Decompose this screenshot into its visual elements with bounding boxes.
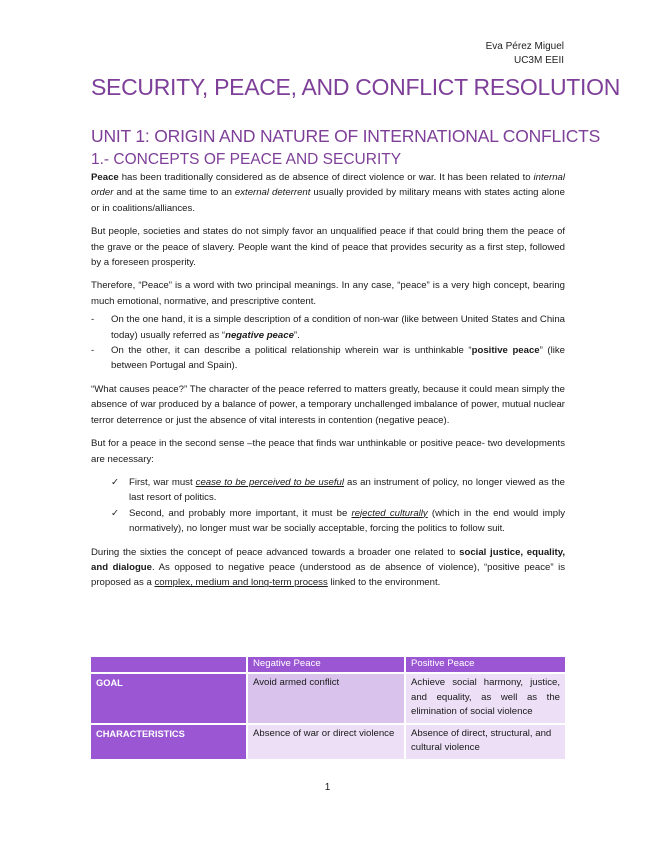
cell-negative-characteristics: Absence of war or direct violence xyxy=(247,724,405,759)
text-run: First, war must xyxy=(129,476,196,488)
row-label-goal: GOAL xyxy=(91,673,247,724)
dash-marker: - xyxy=(91,345,95,357)
italic-external-deterrent: external deterrent xyxy=(234,187,311,199)
table-row xyxy=(91,724,565,759)
term-negative-peace: negative peace xyxy=(225,329,294,341)
text-run: as an instrument of policy, no longer viewed as the last resort of politics. xyxy=(129,476,565,504)
text-run: On the one hand, it is a simple description of a condition of non-war (like between United States and China today) usually referred as “ xyxy=(111,314,565,341)
bold-social-justice: social justice, equality, and dialogue xyxy=(91,546,565,573)
underlined-phrase: rejected culturally xyxy=(351,507,428,519)
text-run: linked to the environment. xyxy=(327,577,441,589)
section-heading: 1.- CONCEPTS OF PEACE AND SECURITY xyxy=(91,151,402,168)
list-item-text xyxy=(129,475,565,506)
list-item-war-usefulness xyxy=(111,475,565,506)
italic-internal-order: internal order xyxy=(91,172,565,199)
author-name: Eva Pérez Miguel xyxy=(485,41,564,52)
list-item-cultural-rejection xyxy=(111,506,565,537)
document-title: SECURITY, PEACE, AND CONFLICT RESOLUTION xyxy=(91,74,621,100)
page-header xyxy=(486,40,564,68)
underlined-phrase: cease to be perceived to be useful xyxy=(195,476,344,488)
text-run: usually provided by military means with states acting alone or in coalitions/alliances. xyxy=(91,187,565,214)
checkmark-icon: ✓ xyxy=(111,507,120,519)
paragraph-peace-definition xyxy=(91,170,565,216)
list-item-text xyxy=(111,343,565,374)
row-label-characteristics: CHARACTERISTICS xyxy=(91,724,247,759)
unit-heading: UNIT 1: ORIGIN AND NATURE OF INTERNATIONAL CONFLICTS xyxy=(91,126,601,146)
peace-comparison-table xyxy=(91,657,565,759)
list-item-text xyxy=(129,506,565,537)
text-run: Second, and probably more important, it must be xyxy=(129,507,352,519)
text-run: During the sixties the concept of peace advanced towards a broader one related to xyxy=(91,546,460,558)
table-header-row xyxy=(91,657,565,673)
paragraph-sixties-concept xyxy=(91,545,565,591)
table-row xyxy=(91,673,565,724)
page-number: 1 xyxy=(324,782,331,793)
cell-negative-goal: Avoid armed conflict xyxy=(247,673,405,724)
institution-name: UC3M EEII xyxy=(513,55,564,66)
text-run: ”. xyxy=(293,329,300,341)
header-cell-empty xyxy=(91,657,247,673)
paragraph-two-developments: But for a peace in the second sense –the peace that finds war unthinkable or positive peace- two developments are necessary: xyxy=(91,438,565,465)
paragraph-two-meanings: Therefore, “Peace” is a word with two principal meanings. In any case, “peace” is a very high concept, bearing much emotional, normative, and prescriptive content. xyxy=(91,280,565,307)
text-run: has been traditionally considered as de absence of direct violence or war. It has been related to xyxy=(118,172,534,183)
underlined-process: complex, medium and long-term process xyxy=(154,577,328,589)
text-run: and at the same time to an xyxy=(113,187,235,199)
cell-positive-characteristics: Absence of direct, structural, and cultural violence xyxy=(405,724,565,759)
list-item-negative-peace xyxy=(91,312,565,343)
text-run: . As opposed to negative peace (understood as de absence of violence), “positive peace” is proposed as a xyxy=(91,561,565,589)
header-positive-peace: Positive Peace xyxy=(405,657,565,673)
term-positive-peace: positive peace xyxy=(471,345,540,357)
dash-marker: - xyxy=(91,314,95,326)
body-text xyxy=(91,170,565,599)
cell-positive-goal: Achieve social harmony, justice, and equality, as well as the elimination of social violence xyxy=(405,673,565,724)
header-negative-peace: Negative Peace xyxy=(247,657,405,673)
text-run: (which in the end would imply normatively), no longer must war be socially acceptable, forcing the politics to follow suit. xyxy=(129,507,565,535)
bold-term-peace: Peace xyxy=(91,172,119,183)
paragraph-causes-of-peace: “What causes peace?” The character of the peace referred to matters greatly, because it could mean simply the absence of war produced by a balance of power, a temporary unchallenged imbalance of power, mutual nuclear terror deterrence or just the absence of vital interests in contention (negative peace). xyxy=(91,383,565,426)
text-run: ” (like between Portugal and Spain). xyxy=(111,345,566,372)
paragraph-peace-security: But people, societies and states do not simply favor an unqualified peace if that could bring them the peace of the grave or the peace of slavery. People want the kind of peace that provides security as a first step, followed by a foreseen prosperity. xyxy=(91,226,565,269)
checkmark-icon: ✓ xyxy=(111,476,120,488)
list-item-text xyxy=(111,312,565,343)
list-item-positive-peace xyxy=(91,343,565,374)
text-run: On the other, it can describe a political relationship wherein war is unthinkable “ xyxy=(111,345,472,357)
